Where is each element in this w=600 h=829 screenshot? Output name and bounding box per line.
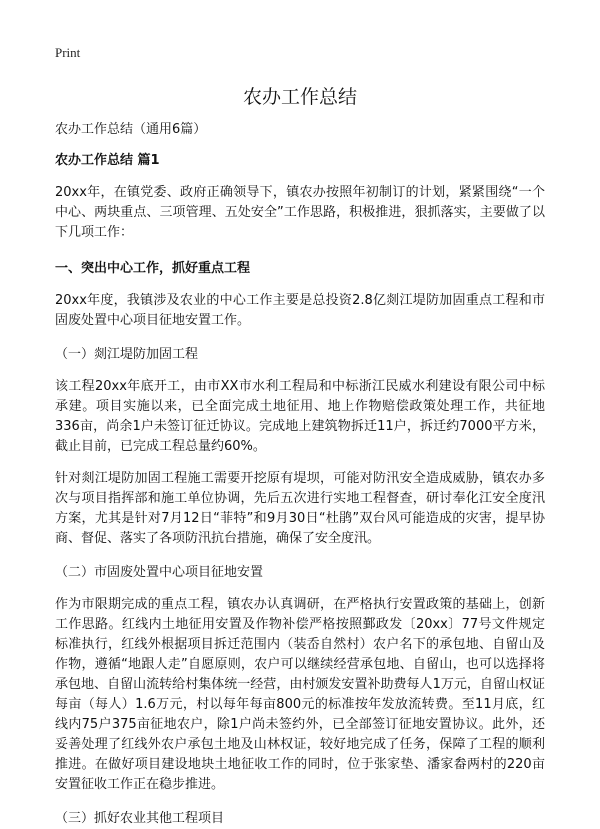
section-heading: 农办工作总结 篇1: [55, 153, 160, 168]
page-title: 农办工作总结: [242, 86, 357, 108]
document-body: [55, 120, 545, 829]
subheading-embankment: （一）剡江堤防加固工程: [55, 347, 199, 362]
document-subtitle: 农办工作总结（通用6篇）: [55, 122, 207, 137]
intro-paragraph: 20xx年，在镇党委、政府正确领导下，镇农办按照年初制订的计划，紧紧围绕“一个中心、两块重点、三项管理、五处安全”工作思路，积极推进，狠抓落实，主要做了以下几项工作：: [55, 185, 545, 240]
subheading-solid-waste-center: （二）市固废处置中心项目征地安置: [55, 565, 264, 580]
paragraph-land-resettlement: 作为市限期完成的重点工程，镇农办认真调研，在严格执行安置政策的基础上，创新工作思路。红线内土地征用安置及作物补偿严格按照鄞政发〔20xx〕77号文件规定标准执行，红线外根据项目拆迁范围内（装岙自然村）农户名下的承包地、自留山及作物，遵循“地跟人走”自愿原则，农户可以继续经营承包地、自留山，也可以选择将承包地、自留山流转给村集体统一经营，由村颁发安置补助费每人1万元，自留山权证每亩（每人）1.6万元，村以每年每亩800元的标准按年发放流转费。至11月底，红线内75户375亩征地农户，除1户尚未签约外，已全部签订征地安置协议。此外，还妥善处理了红线外农户承包土地及山林权证，较好地完成了任务，保障了工程的顺利推进。在做好项目建设地块土地征收工作的同时，位于张家垫、潘家畚两村的220亩安置征收工作正在稳步推进。: [55, 597, 545, 792]
subheading-other-projects: （三）抓好农业其他工程项目: [55, 811, 225, 826]
paragraph-overview: 20xx年度，我镇涉及农业的中心工作主要是总投资2.8亿剡江堤防加固重点工程和市固废处置中心项目征地安置工作。: [55, 293, 545, 328]
print-link[interactable]: Print: [55, 45, 81, 60]
heading-key-projects: 一、突出中心工作，抓好重点工程: [55, 261, 251, 276]
paragraph-embankment-progress: 该工程20xx年底开工，由市XX市水利工程局和中标浙江民威水利建设有限公司中标承建。项目实施以来，已全面完成土地征用、地上作物赔偿政策处理工作，共征地336亩，尚余1户未签订征迁协议。完成地上建筑物拆迁11户，拆迁约7000平方米，截止目前，已完成工程总量约60%。: [55, 379, 545, 454]
paragraph-flood-safety: 针对剡江堤防加固工程施工需要开挖原有堤坝，可能对防汛安全造成威胁，镇农办多次与项目指挥部和施工单位协调，先后五次进行实地工程督查，研讨奉化江安全度汛方案，尤其是针对7月12日“菲特”和9月30日“杜鹃”双台风可能造成的灾害，提早协商、督促、落实了各项防汛抗台措施，确保了安全度汛。: [55, 471, 545, 546]
